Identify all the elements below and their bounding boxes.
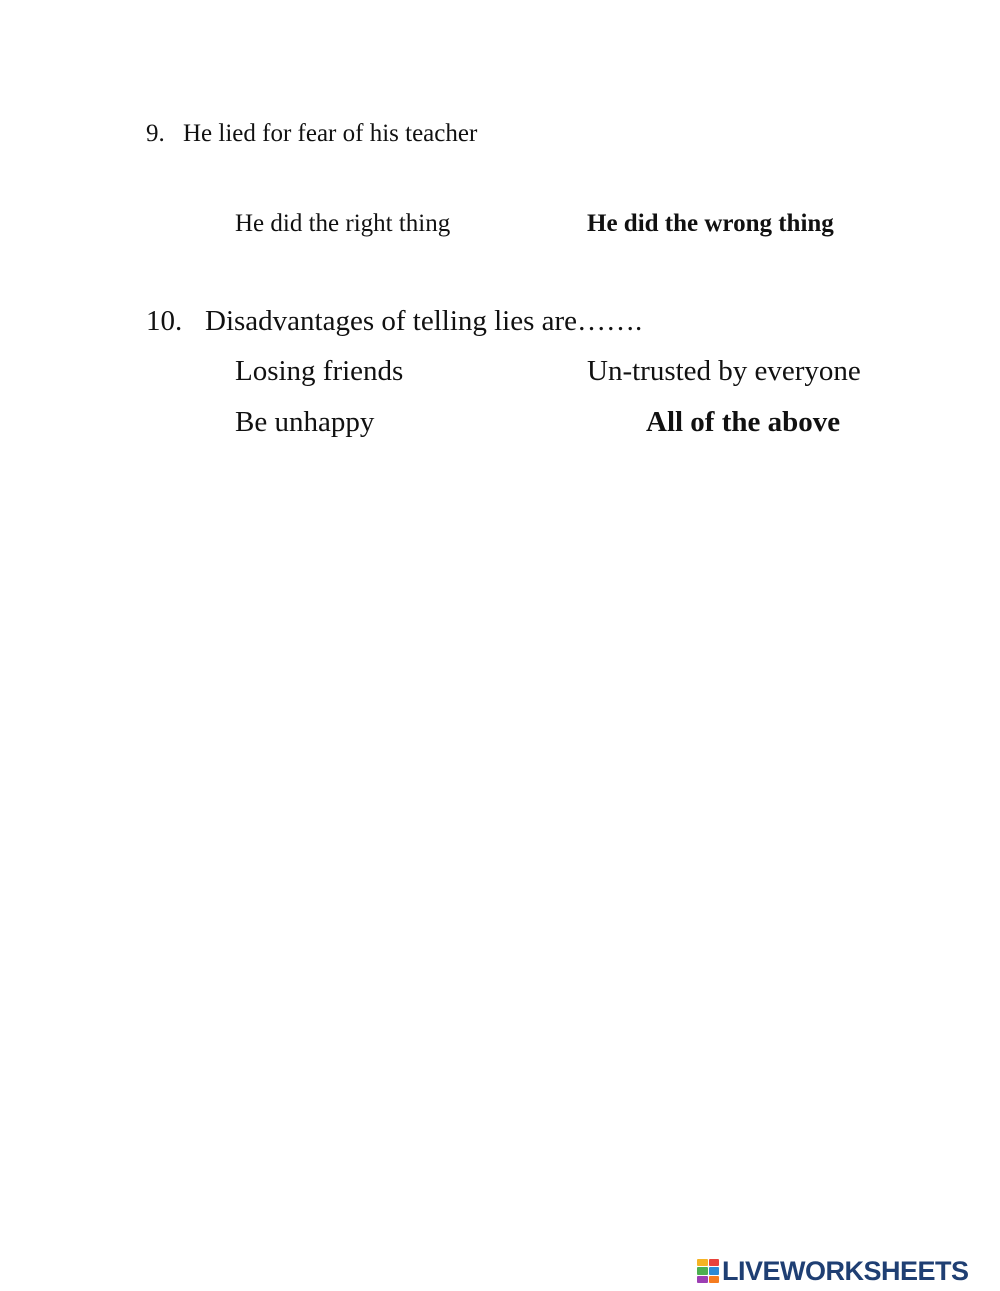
logo-text: LIVEWORKSHEETS — [722, 1255, 969, 1286]
answer-option[interactable]: He did the right thing — [235, 210, 451, 237]
logo-block — [709, 1267, 720, 1274]
logo-block — [709, 1276, 720, 1283]
answer-option[interactable]: Be unhappy — [235, 406, 375, 438]
question-text: He lied for fear of his teacher — [183, 120, 478, 147]
answer-option[interactable]: Un-trusted by everyone — [587, 355, 861, 387]
question-number: 9. — [146, 120, 165, 147]
answer-option-selected[interactable]: He did the wrong thing — [587, 210, 834, 237]
answer-option[interactable]: Losing friends — [235, 355, 404, 387]
answer-option-selected[interactable]: All of the above — [646, 406, 841, 438]
logo-block — [709, 1259, 720, 1266]
logo-block — [697, 1276, 708, 1283]
logo-block — [697, 1259, 708, 1266]
question-number: 10. — [146, 305, 183, 337]
logo-block — [697, 1267, 708, 1274]
logo-blocks-icon — [697, 1259, 719, 1283]
liveworksheets-logo — [697, 1256, 969, 1286]
question-text: Disadvantages of telling lies are……. — [205, 305, 643, 337]
